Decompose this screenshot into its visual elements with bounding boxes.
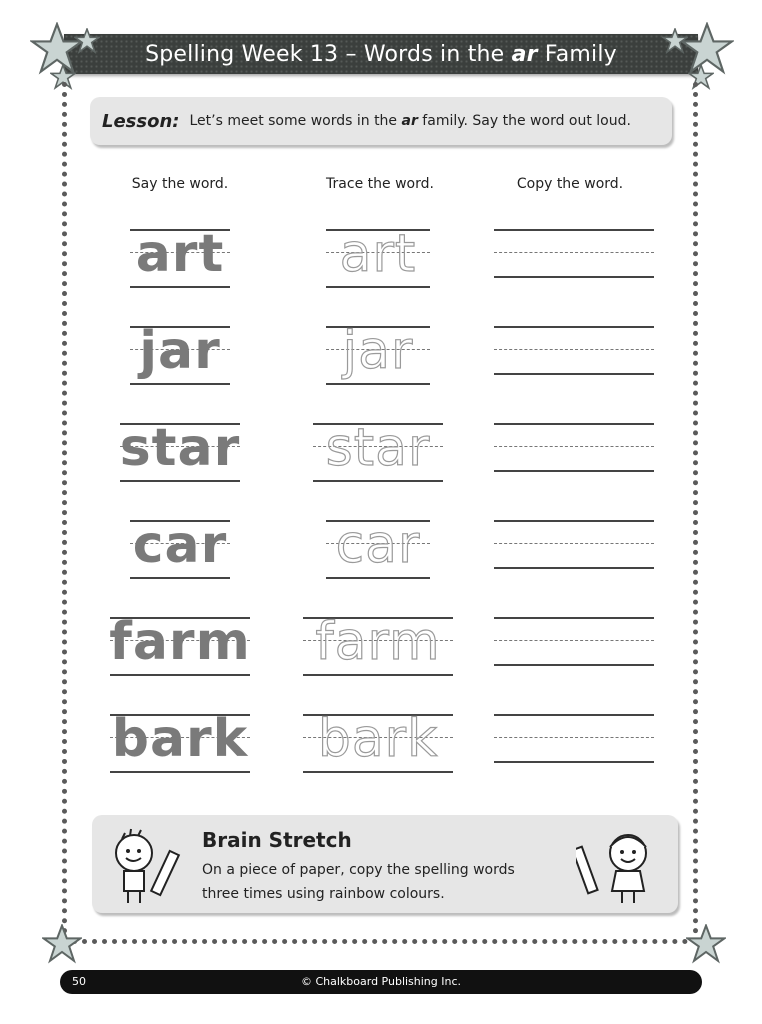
lesson-text-emphasis: ar: [401, 113, 418, 129]
copy-line-mid: [494, 446, 654, 447]
lesson-text-suffix: family. Say the word out loud.: [417, 113, 631, 129]
page-number: 50: [72, 975, 86, 988]
guide-line-base: [120, 480, 240, 482]
copy-line-top: [494, 326, 654, 328]
brain-stretch-line-1: On a piece of paper, copy the spelling words: [202, 862, 515, 878]
copy-line-base: [494, 373, 654, 375]
lesson-text-prefix: Let’s meet some words in the: [189, 113, 402, 129]
star-icon: [686, 924, 726, 964]
lesson-text: [189, 113, 630, 129]
copy-line-top: [494, 617, 654, 619]
guide-line-base: [303, 771, 453, 773]
say-word: art: [135, 224, 225, 284]
say-word: star: [119, 418, 241, 478]
star-icon: [662, 28, 688, 54]
copy-line-mid: [494, 543, 654, 544]
copy-line-top: [494, 520, 654, 522]
say-word: farm: [109, 612, 251, 672]
copy-line-mid: [494, 349, 654, 350]
trace-word: art: [339, 224, 417, 284]
copy-line-base: [494, 567, 654, 569]
title-suffix: Family: [537, 41, 617, 67]
brain-stretch-box: [92, 815, 678, 913]
child-with-pencil-icon: [106, 827, 192, 907]
word-row: [0, 610, 762, 700]
lesson-label: Lesson:: [102, 110, 180, 132]
say-word: bark: [111, 709, 249, 769]
star-icon: [42, 924, 82, 964]
word-row: [0, 707, 762, 797]
trace-word: jar: [342, 321, 414, 381]
brain-stretch-title: Brain Stretch: [202, 828, 352, 852]
copyright-text: © Chalkboard Publishing Inc.: [300, 975, 462, 988]
copy-line-base: [494, 276, 654, 278]
girl-with-pencil-icon: [576, 825, 666, 907]
copy-line-top: [494, 423, 654, 425]
copy-line-base: [494, 761, 654, 763]
trace-word: bark: [317, 709, 439, 769]
star-icon: [74, 28, 100, 54]
title-emphasis: ar: [511, 41, 538, 67]
guide-line-base: [303, 674, 453, 676]
word-row: [0, 513, 762, 603]
word-row: [0, 319, 762, 409]
say-word: car: [132, 515, 228, 575]
guide-line-base: [110, 771, 250, 773]
copy-line-base: [494, 470, 654, 472]
guide-line-base: [110, 674, 250, 676]
trace-word: farm: [315, 612, 441, 672]
copy-line-top: [494, 714, 654, 716]
column-header-trace: Trace the word.: [326, 176, 434, 192]
word-row: [0, 416, 762, 506]
footer-bar: [60, 970, 702, 994]
copy-line-mid: [494, 640, 654, 641]
trace-word: star: [325, 418, 431, 478]
column-header-say: Say the word.: [131, 176, 229, 192]
brain-stretch-line-2: three times using rainbow colours.: [202, 886, 445, 902]
guide-line-base: [130, 286, 230, 288]
say-word: jar: [139, 321, 221, 381]
copy-line-mid: [494, 252, 654, 253]
guide-line-base: [313, 480, 443, 482]
copy-line-base: [494, 664, 654, 666]
brain-stretch-text: [202, 858, 562, 906]
column-header-copy: Copy the word.: [516, 176, 624, 192]
guide-line-base: [130, 383, 230, 385]
title-prefix: Spelling Week 13 – Words in the: [145, 41, 512, 67]
copy-line-mid: [494, 737, 654, 738]
guide-line-base: [326, 577, 430, 579]
guide-line-base: [326, 383, 430, 385]
guide-line-base: [130, 577, 230, 579]
lesson-box: [90, 97, 672, 145]
copy-line-top: [494, 229, 654, 231]
trace-word: car: [335, 515, 421, 575]
guide-line-base: [326, 286, 430, 288]
title-banner: [64, 34, 698, 74]
word-row: [0, 222, 762, 312]
page-title: [145, 42, 617, 67]
